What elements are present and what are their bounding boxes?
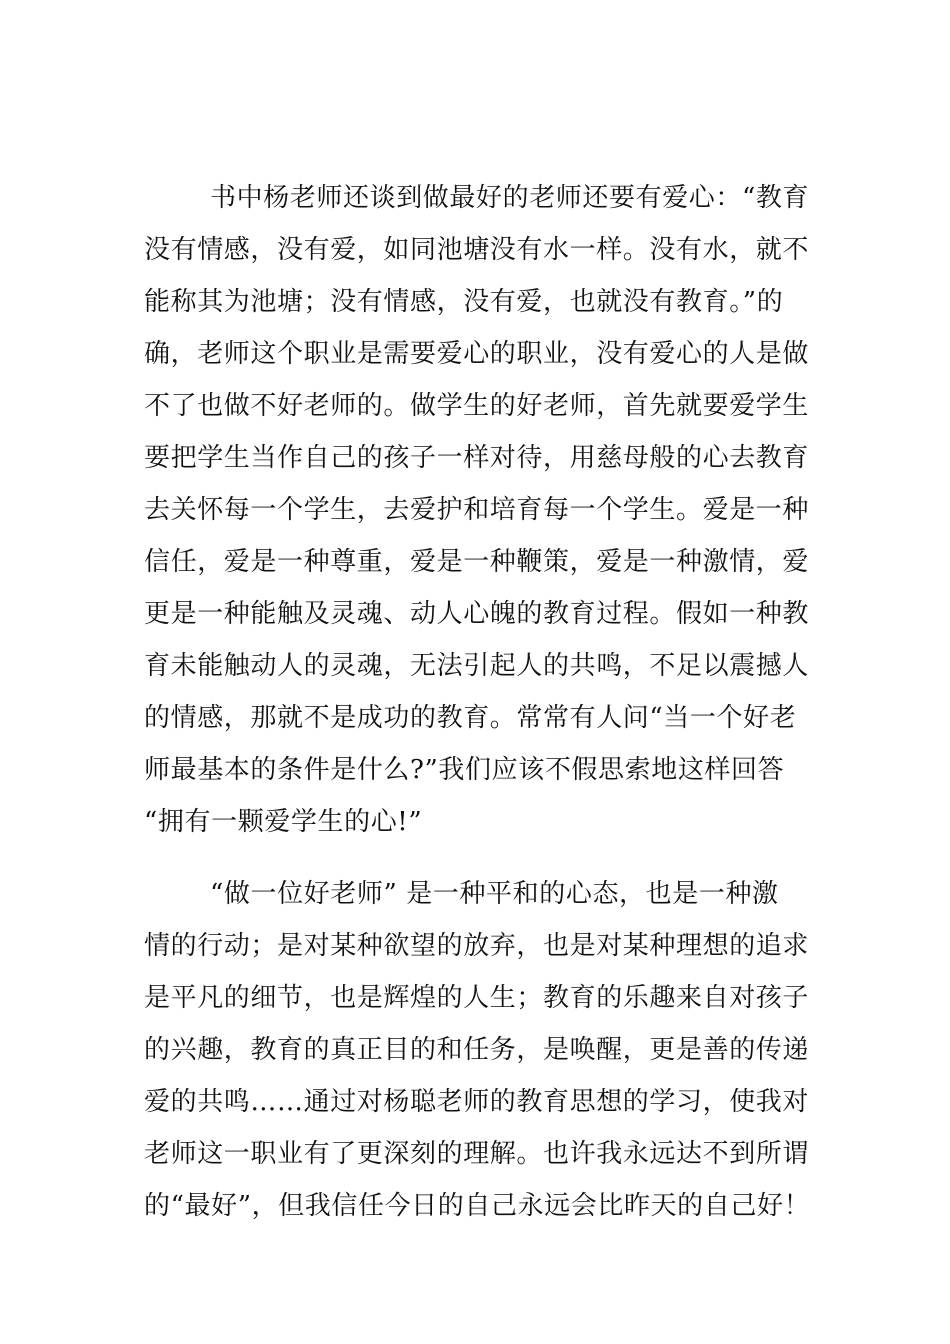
paragraph-line: 信任，爱是一种尊重，爱是一种鞭策，爱是一种激情，爱 xyxy=(144,547,810,577)
paragraph-line: 师最基本的条件是什么?”我们应该不假思索地这样回答 xyxy=(144,755,785,785)
paragraph-line: 没有情感，没有爱，如同池塘没有水一样。没有水，就不 xyxy=(144,235,810,265)
paragraph-line: 的“最好”，但我信任今日的自己永远会比昨天的自己好！ xyxy=(144,1191,811,1221)
paragraph-line: 确，老师这个职业是需要爱心的职业，没有爱心的人是做 xyxy=(144,339,810,369)
paragraph-line: 爱的共鸣……通过对杨聪老师的教育思想的学习，使我对 xyxy=(144,1087,810,1117)
paragraph-line: 的兴趣，教育的真正目的和任务，是唤醒，更是善的传递 xyxy=(144,1035,810,1065)
paragraph-line: 情的行动；是对某种欲望的放弃，也是对某种理想的追求 xyxy=(144,931,810,961)
paragraph-1 xyxy=(144,172,814,848)
paragraph-line: “做一位好老师” 是一种平和的心态，也是一种激 xyxy=(210,879,779,909)
paragraph-line: 去关怀每一个学生，去爱护和培育每一个学生。爱是一种 xyxy=(144,495,810,525)
paragraph-line: 能称其为池塘；没有情感，没有爱，也就没有教育。”的 xyxy=(144,287,784,317)
paragraph-line: “拥有一颗爱学生的心!” xyxy=(144,807,423,837)
paragraph-line: 的情感，那就不是成功的教育。常常有人问“当一个好老 xyxy=(144,703,797,733)
paragraph-line: 不了也做不好老师的。做学生的好老师，首先就要爱学生 xyxy=(144,391,810,421)
paragraph-2 xyxy=(144,868,814,1232)
paragraph-line: 要把学生当作自己的孩子一样对待，用慈母般的心去教育 xyxy=(144,443,810,473)
paragraph-line: 老师这一职业有了更深刻的理解。也许我永远达不到所谓 xyxy=(144,1139,810,1169)
paragraph-line: 育未能触动人的灵魂，无法引起人的共鸣，不足以震撼人 xyxy=(144,651,810,681)
paragraph-line: 更是一种能触及灵魂、动人心魄的教育过程。假如一种教 xyxy=(144,599,810,629)
paragraph-line: 是平凡的细节，也是辉煌的人生；教育的乐趣来自对孩子 xyxy=(144,983,810,1013)
paragraph-line: 书中杨老师还谈到做最好的老师还要有爱心：“教育 xyxy=(210,183,810,213)
